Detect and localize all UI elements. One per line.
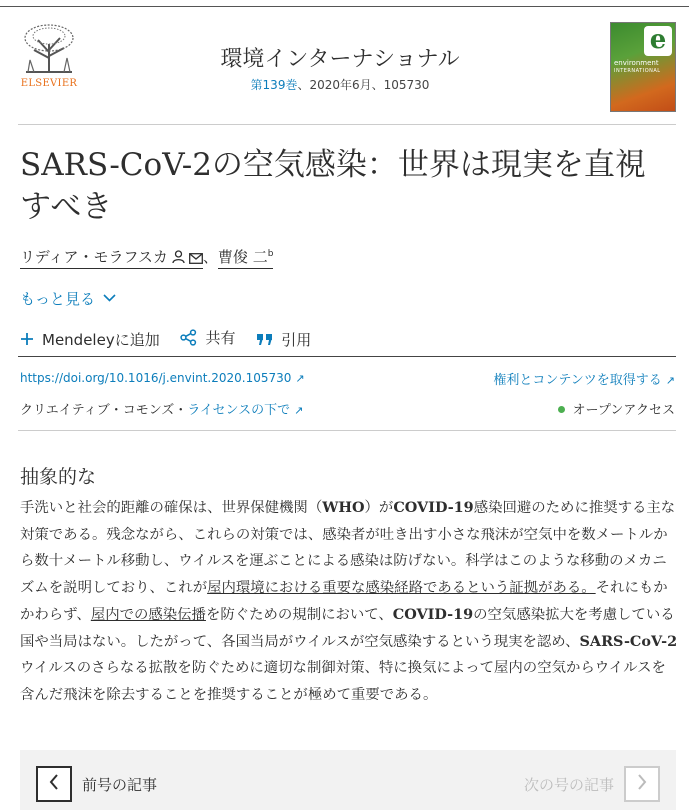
author-name-1: リディア・モラフスカ <box>20 248 168 266</box>
cover-title: environment <box>614 59 659 67</box>
quote-icon <box>256 333 273 346</box>
cite-button[interactable] <box>256 329 311 350</box>
share-label: 共有 <box>205 329 236 347</box>
chevron-left-icon <box>49 774 59 794</box>
cite-label: 引用 <box>281 331 312 349</box>
abstract-divider <box>18 430 676 431</box>
license-link-text: ライセンスの下で <box>187 403 291 418</box>
journal-cover-image[interactable] <box>610 22 676 112</box>
doi-text: https://doi.org/10.1016/j.envint.2020.105730 <box>20 371 292 385</box>
abstract-topic-link-1[interactable]: 屋内環境における重要な感染経路であるという証拠がある。 <box>207 580 596 597</box>
abstract-heading: 抽象的な <box>20 466 97 488</box>
abstract-sars: SARS-CoV-2 <box>579 632 678 650</box>
external-link-icon: ↗ <box>294 404 304 417</box>
article-title: SARS-CoV-2の空気感染：世界は現実を直視すべき <box>20 147 646 225</box>
volume-link[interactable]: 第139巻 <box>250 78 298 92</box>
author-separator: 、 <box>202 248 218 266</box>
previous-article-button[interactable] <box>36 766 72 802</box>
next-article-label: 次の号の記事 <box>523 776 614 794</box>
article-toolbar <box>20 327 327 350</box>
abstract-text-3: 感染回避のために推奨する主な対策である。残念ながら、これらの対策では、感染者が吐き出す小さな飛沫が空気中を数メートルから数十メートル移動し、ウイルスを運ぶことによる感染は防げない。科学はこのような移動のメカニズムを説明しており、これが <box>20 500 676 597</box>
doi-link[interactable] <box>20 371 305 385</box>
open-access-dot-icon <box>558 406 565 413</box>
article-navigation <box>20 750 676 810</box>
abstract-text-2: ）が <box>364 500 394 516</box>
author-link-1[interactable] <box>20 248 203 269</box>
abstract-who: WHO <box>322 499 365 516</box>
abstract-text-7: ウイルスのさらなる拡散を防ぐために適切な制御対策、特に換気によって屋内の空気からウイルスを含んだ飛沫を除去することを推奨することが極めて重要である。 <box>20 660 666 703</box>
journal-title[interactable]: 環境インターナショナル <box>220 47 460 72</box>
cover-badge: e <box>644 26 672 56</box>
person-icon <box>172 250 185 268</box>
plus-icon <box>20 332 34 346</box>
abstract-text-4: それにもかかわらず、 <box>20 580 668 623</box>
abstract-body <box>20 495 680 709</box>
license-prefix: クリエイティブ・コモンズ・ <box>20 403 188 418</box>
top-border <box>0 6 689 7</box>
external-link-icon: ↗ <box>295 372 305 385</box>
author-link-2[interactable] <box>218 248 274 269</box>
previous-article-label[interactable]: 前号の記事 <box>82 776 158 794</box>
issue-details: 、2020年6月、105730 <box>297 78 430 92</box>
show-more-label: もっと見る <box>20 290 96 308</box>
toolbar-divider <box>18 356 676 357</box>
open-access-badge <box>558 399 675 418</box>
journal-issue-info <box>140 76 540 93</box>
header-divider <box>18 124 676 125</box>
abstract-text-6: の空気感染拡大を考慮している国や当局はない。したがって、各国当局がウイルスが空気感染するという現実を認め、 <box>20 606 675 650</box>
tree-logo-icon <box>18 22 80 76</box>
elsevier-logo[interactable] <box>18 22 80 90</box>
abstract-text-5: を防ぐための規制において、 <box>205 606 393 623</box>
abstract-covid-1: COVID-19 <box>393 499 474 516</box>
abstract-covid-2: COVID-19 <box>392 605 474 623</box>
abstract-topic-link-2[interactable]: 屋内での感染伝播 <box>90 606 206 623</box>
external-link-icon: ↗ <box>665 374 675 387</box>
next-article-button[interactable] <box>624 766 660 802</box>
email-icon[interactable] <box>189 250 203 268</box>
show-more-button[interactable] <box>20 288 116 309</box>
license-link[interactable] <box>187 403 303 418</box>
mendeley-label: Mendeleyに追加 <box>42 330 160 349</box>
add-to-mendeley-button[interactable] <box>20 329 160 350</box>
share-icon <box>180 329 197 346</box>
author-name-2: 曹俊 二 <box>217 248 268 266</box>
chevron-down-icon <box>103 288 116 306</box>
elsevier-wordmark: ELSEVIER <box>20 78 78 89</box>
cover-subtitle: INTERNATIONAL <box>614 68 661 74</box>
share-button[interactable] <box>180 327 235 348</box>
rights-text: 権利とコンテンツを取得する <box>493 373 662 388</box>
author-list <box>20 246 273 268</box>
author-affiliation-2: b <box>267 249 274 259</box>
abstract-text-1: 手洗いと社会的距離の確保は、世界保健機関（ <box>20 500 323 516</box>
get-rights-link[interactable] <box>493 369 675 388</box>
chevron-right-icon <box>637 774 647 794</box>
license-info <box>20 399 303 418</box>
open-access-label: オープンアクセス <box>572 403 675 418</box>
